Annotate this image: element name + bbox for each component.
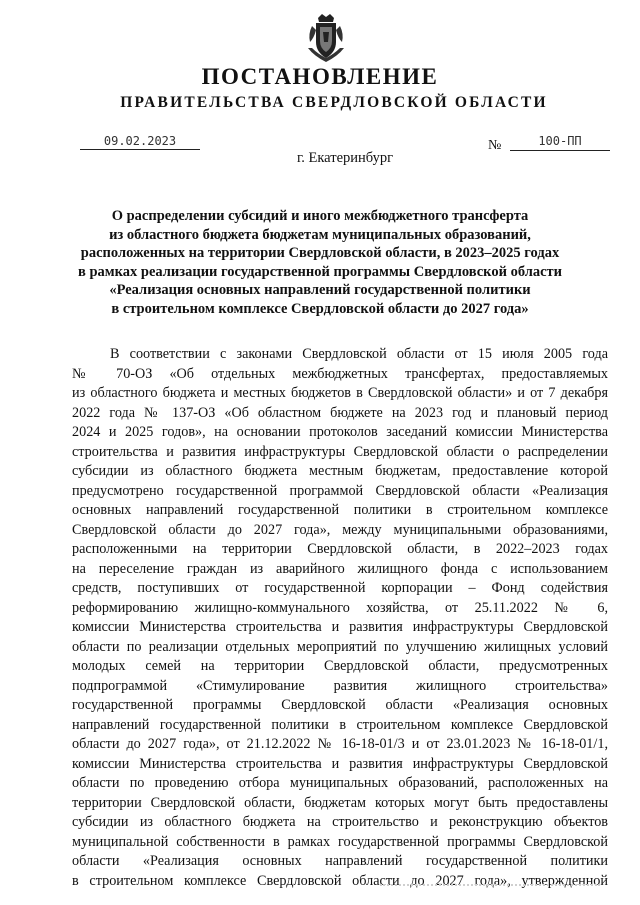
body-line: субсидии из областного бюджета на строительство и реконструкцию объектов [72,814,608,830]
heading-line: расположенных на территории Свердловской области, в 2023–2025 годах [80,245,560,262]
body-line: комиссии Министерства строительства и развития инфраструктуры Свердловской [72,755,608,772]
document-heading [40,207,600,319]
body-line: реформированию жилищно-коммунального хозяйства, от 25.11.2022 № 6, [72,599,608,616]
body-line: муниципальной собственности в рамках государственной программы Свердловской [72,833,608,850]
body-line: из областного бюджета и местных бюджетов в Свердловской области» и от 7 декабря [72,385,608,401]
body-line: № 70-ОЗ «Об отдельных межбюджетных трансфертах, предоставляемых [72,365,608,382]
body-line: В соответствии с законами Свердловской области от 15 июля 2005 года [110,346,608,362]
document-date: 09.02.2023 [103,134,177,148]
issuing-authority: ПРАВИТЕЛЬСТВА СВЕРДЛОВСКОЙ ОБЛАСТИ [120,94,548,111]
body-line: 2024 и 2025 годов», на основании протоколов заседаний комиссии Министерства [72,424,608,440]
document-body [72,345,608,891]
heading-line: в рамках реализации государственной программы Свердловской области [77,263,562,280]
body-line: строительства и развития инфраструктуры Свердловской области о распределении [72,443,608,460]
document-title: ПОСТАНОВЛЕНИЕ [201,64,439,89]
body-line: области «Реализация основных направлений государственной политики [72,853,608,869]
body-line: территории Свердловской области, бюджетам которых могут быть предоставлены [72,794,608,811]
number-label: № [488,138,502,153]
body-line: области до 2027 года», от 21.12.2022 № 16-18-01/3 и от 23.01.2023 № 16-18-01/1, [72,736,608,752]
heading-line: «Реализация основных направлений государственной политики [109,282,531,299]
document-number: 100-ПП [538,134,582,148]
body-line: подпрограммой «Стимулирование развития жилищного строительства» [72,677,608,694]
body-line: молодых семей на территории Свердловской области, предусмотренных [72,658,608,674]
body-line: в строительном комплексе Свердловской области до 2027 года», утвержденной [72,872,608,889]
body-line: субсидии из областного бюджета местным бюджетам, предоставление которой [72,463,608,479]
body-line: предусмотрено государственной программой Свердловской области «Реализация [72,482,608,499]
heading-line: из областного бюджета бюджетам муниципальных образований, [109,226,531,243]
heading-line: О распределении субсидий и иного межбюджетного трансферта [111,208,529,224]
body-line: основных направлений государственной политики в строительном комплексе [72,502,608,518]
body-line: направлений государственной политики в строительном комплексе Свердловской [72,716,608,733]
body-line: области по проведению отбора муниципальных образований, расположенных на [72,775,608,791]
city: г. Екатеринбург [296,150,394,166]
scan-artifact [380,884,600,892]
body-line: расположенными на территории Свердловской области, в 2022–2023 годах [72,541,608,557]
body-line: комиссии Министерства строительства и развития инфраструктуры Свердловской [72,619,608,635]
coat-of-arms-icon [304,12,348,64]
heading-line: в строительном комплексе Свердловской области до 2027 года» [111,300,529,317]
body-line: государственной программы Свердловской области «Реализация основных [72,697,608,713]
body-line: на переселение граждан из аварийного жилищного фонда с использованием [72,560,608,577]
body-line: средств, поступивших от государственной корпорации – Фонд содействия [72,580,608,596]
body-line: 2022 года № 137-ОЗ «Об областном бюджете на 2023 год и плановый период [72,404,608,421]
body-line: Свердловской области до 2027 года», между муниципальными образованиями, [72,521,608,538]
body-line: области по реализации отдельных мероприятий по улучшению жилищных условий [72,638,608,655]
